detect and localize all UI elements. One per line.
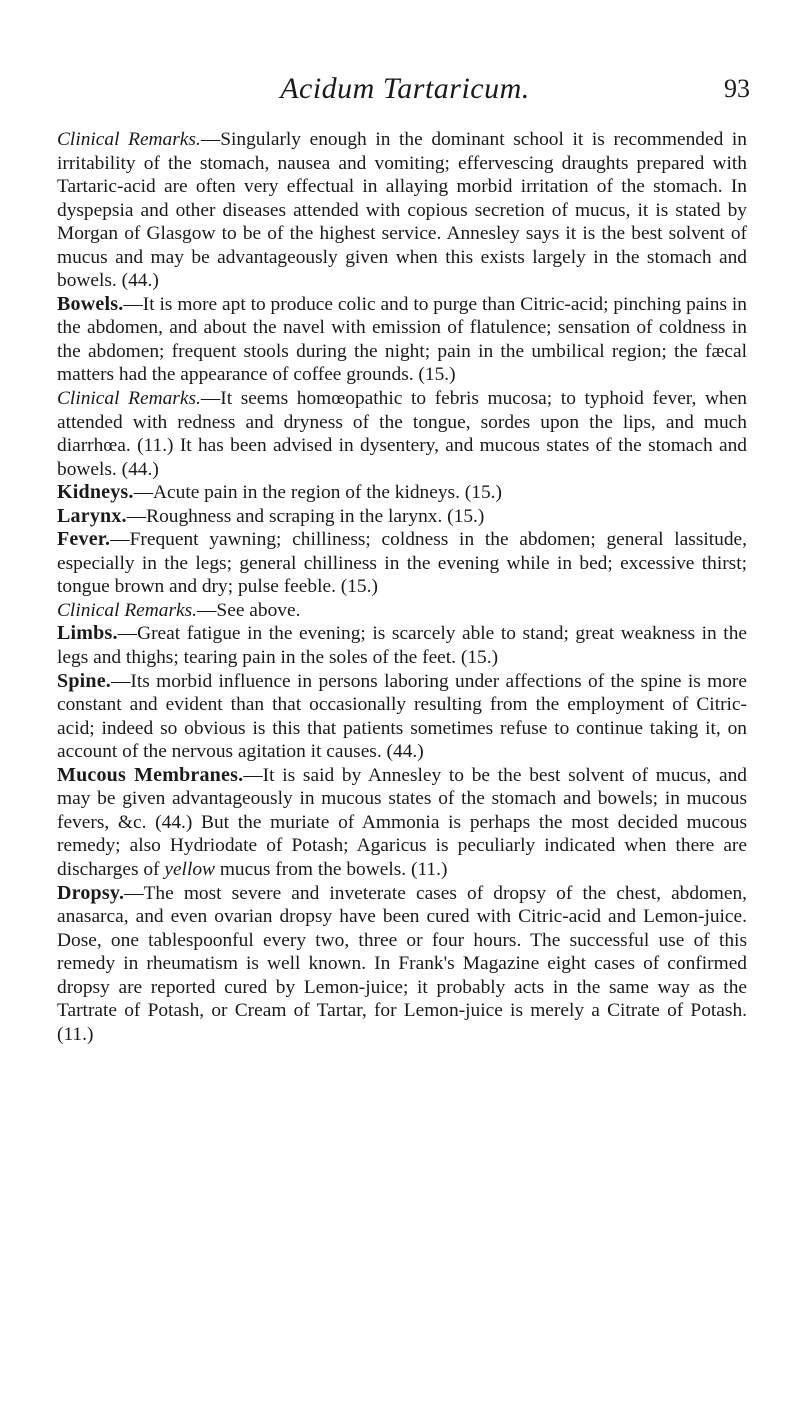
- paragraph-limbs: [57, 622, 747, 669]
- section-heading-fever: Fever.: [57, 528, 111, 551]
- section-heading-mucous-membranes: Mucous Membranes.: [57, 763, 244, 786]
- paragraph-text: —The most severe and inveterate cases of dropsy of the chest, abdomen, anasarca, and even ovarian dropsy have been cured with Citric-acid and Lemon-juice. Dose, one tablespoonful every two, three or four hours. The successful use of this remedy in rheumatism is well known. In Frank's Magazine eight cases of confirmed dropsy are reported cured by Lemon-juice; it probably acts in the same way as the Tartrate of Potash, or Cream of Tartar, for Lemon-juice is merely a Citrate of Potash. (11.): [57, 882, 747, 1045]
- paragraph-text: —It seems homœopathic to febris mucosa; to typhoid fever, when attended with redness and dryness of the tongue, sordes upon the lips, and much diarrhœa. (11.) It has been advised in dysentery, and mucous states of the stomach and bowels. (44.): [57, 388, 747, 480]
- section-heading-spine: Spine.: [57, 669, 112, 692]
- paragraph-fever: [57, 528, 747, 599]
- section-heading-bowels: Bowels.: [57, 292, 124, 315]
- paragraph-clinical-remarks-1: [57, 128, 747, 293]
- paragraph-clinical-remarks-3: [57, 599, 747, 623]
- paragraph-text: —Its morbid influence in persons laboring under affections of the spine is more constant and evident than that occasionally resulting from the employment of Citric-acid; indeed so obvious is this that patients sometimes refuse to continue taking it, on account of the nervous agitation it causes. (44.): [57, 670, 747, 763]
- running-title: Acidum Tartaricum.: [280, 72, 530, 105]
- section-heading-dropsy: Dropsy.: [57, 881, 125, 904]
- paragraph-text: —It is more apt to produce colic and to purge than Citric-acid; pinching pains in the abdomen, and about the navel with emission of flatulence; sensation of coldness in the abdomen; frequent stools during the night; pain in the umbilical region; the fæcal matters had the appearance of coffee grounds. (15.): [57, 293, 747, 386]
- paragraph-mucous-membranes: [57, 764, 747, 882]
- paragraph-text: —Singularly enough in the dominant school it is recommended in irritability of the stomach, nausea and vomiting; effervescing draughts prepared with Tartaric-acid are often very effectual in allaying morbid irritation of the stomach. In dyspepsia and other diseases attended with copious secretion of mucus, it is stated by Morgan of Glasgow to be of the highest service. Annesley says it is the best solvent of mucus and may be advantageously given when this exists largely in the stomach and bowels. (44.): [57, 129, 747, 292]
- section-heading-limbs: Limbs.: [57, 622, 118, 645]
- paragraph-label: Clinical Remarks.: [57, 599, 198, 621]
- emphasis-yellow: yellow: [164, 858, 215, 880]
- page-number: 93: [724, 74, 750, 103]
- paragraph-bowels: [57, 293, 747, 387]
- section-heading-kidneys: Kidneys.: [57, 481, 134, 504]
- paragraph-text: —Frequent yawning; chilliness; coldness in the abdomen; general lassitude, especially in the legs; general chilliness in the evening while in bed; excessive thirst; tongue brown and dry; pulse feeble. (15.): [57, 529, 747, 598]
- body-text: [57, 128, 747, 1046]
- paragraph-larynx: [57, 505, 747, 529]
- paragraph-label: Clinical Remarks.: [57, 388, 201, 410]
- paragraph-text: —See above.: [197, 599, 301, 621]
- paragraph-spine: [57, 670, 747, 764]
- section-heading-larynx: Larynx.: [57, 504, 127, 527]
- paragraph-clinical-remarks-2: [57, 387, 747, 481]
- paragraph-text: —Acute pain in the region of the kidneys. (15.): [133, 482, 502, 504]
- running-header: [60, 72, 750, 112]
- paragraph-text-end: mucus from the bowels. (11.): [214, 858, 448, 880]
- paragraph-label: Clinical Remarks.: [57, 129, 201, 150]
- paragraph-dropsy: [57, 882, 747, 1047]
- paragraph-text: —Great fatigue in the evening; is scarcely able to stand; great weakness in the legs and thighs; tearing pain in the soles of the feet. (15.): [57, 623, 747, 669]
- paragraph-kidneys: [57, 481, 747, 505]
- paragraph-text: —It is said by Annesley to be the best solvent of mucus, and may be given advantageously in mucous states of the stomach and bowels; in mucous fevers, &c. (44.) But the muriate of Ammonia is perhaps the most decided mucous remedy; also Hydriodate of Potash; Agaricus is peculiarly indicated when there are discharges of: [57, 764, 748, 880]
- paragraph-text: —Roughness and scraping in the larynx. (15.): [126, 505, 485, 527]
